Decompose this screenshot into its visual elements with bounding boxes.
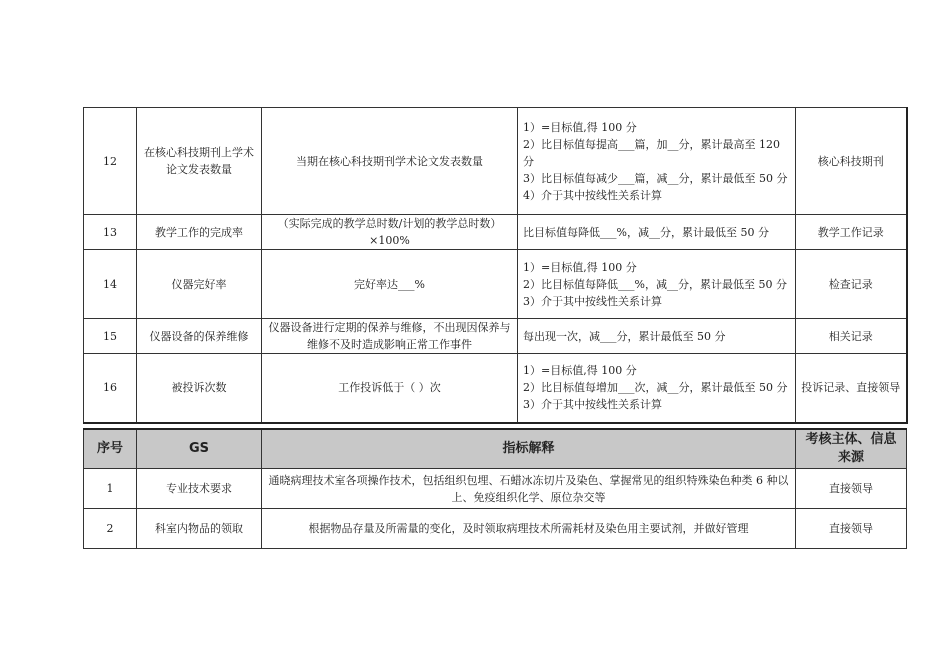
rule-line: 比目标值每降低___%，减__分，累计最低至 50 分	[523, 225, 769, 239]
gs-row	[84, 509, 907, 549]
indicator-row	[84, 215, 907, 250]
row-number: 2	[84, 509, 137, 549]
header-gs: GS	[137, 429, 262, 469]
indicator-definition: 当期在核心科技期刊学术论文发表数量	[262, 108, 518, 215]
rule-line: 4）介于其中按线性关系计算	[523, 188, 662, 202]
gs-table	[83, 428, 907, 549]
scoring-rules	[518, 250, 796, 319]
scoring-rules	[518, 354, 796, 423]
row-number: 12	[84, 108, 137, 215]
row-number: 15	[84, 319, 137, 354]
rule-line: 1）=目标值,得 100 分	[523, 364, 637, 378]
info-source: 直接领导	[796, 469, 907, 509]
header-source: 考核主体、信息来源	[796, 429, 907, 469]
rule-line: 2）比目标值每提高___篇，加__分，累计最高至 120 分	[523, 137, 780, 168]
rule-line: 3）比目标值每减少___篇，减__分，累计最低至 50 分	[523, 171, 788, 185]
rule-line: 1）=目标值,得 100 分	[523, 120, 637, 134]
indicator-name: 在核心科技期刊上学术论文发表数量	[137, 108, 262, 215]
indicator-definition: 完好率达___%	[262, 250, 518, 319]
indicator-name: 仪器完好率	[137, 250, 262, 319]
row-number: 14	[84, 250, 137, 319]
info-source: 教学工作记录	[796, 215, 907, 250]
rule-line: 2）比目标值每增加___次，减__分，累计最低至 50 分	[523, 381, 788, 395]
scoring-rules	[518, 215, 796, 250]
gs-row	[84, 469, 907, 509]
info-source: 直接领导	[796, 509, 907, 549]
header-no: 序号	[84, 429, 137, 469]
rule-line: 2）比目标值每降低___%，减__分，累计最低至 50 分	[523, 277, 787, 291]
gs-explanation: 通晓病理技术室各项操作技术，包括组织包埋、石蜡冰冻切片及染色、掌握常见的组织特殊染色种类 6 种以上、免疫组织化学、原位杂交等	[262, 469, 796, 509]
info-source: 相关记录	[796, 319, 907, 354]
indicator-definition: （实际完成的教学总时数/计划的教学总时数）×100%	[262, 215, 518, 250]
rule-line: 3）介于其中按线性关系计算	[523, 398, 662, 412]
indicator-row	[84, 354, 907, 423]
indicator-table	[83, 107, 908, 424]
indicator-row	[84, 108, 907, 215]
gs-explanation: 根据物品存量及所需量的变化，及时领取病理技术所需耗材及染色用主要试剂，并做好管理	[262, 509, 796, 549]
indicator-definition: 工作投诉低于（ ）次	[262, 354, 518, 423]
info-source: 检查记录	[796, 250, 907, 319]
scoring-rules	[518, 108, 796, 215]
scoring-rules	[518, 319, 796, 354]
row-number: 13	[84, 215, 137, 250]
indicator-definition: 仪器设备进行定期的保养与维修，不出现因保养与维修不及时造成影响正常工作事件	[262, 319, 518, 354]
gs-name: 科室内物品的领取	[137, 509, 262, 549]
row-number: 16	[84, 354, 137, 423]
indicator-name: 被投诉次数	[137, 354, 262, 423]
indicator-name: 教学工作的完成率	[137, 215, 262, 250]
info-source: 投诉记录、直接领导	[796, 354, 907, 423]
rule-line: 1）=目标值,得 100 分	[523, 260, 637, 274]
row-number: 1	[84, 469, 137, 509]
rule-line: 3）介于其中按线性关系计算	[523, 294, 662, 308]
indicator-row	[84, 250, 907, 319]
indicator-row	[84, 319, 907, 354]
indicator-name: 仪器设备的保养维修	[137, 319, 262, 354]
gs-header-row	[84, 429, 907, 469]
gs-name: 专业技术要求	[137, 469, 262, 509]
info-source: 核心科技期刊	[796, 108, 907, 215]
rule-line: 每出现一次，减___分，累计最低至 50 分	[523, 329, 726, 343]
header-explanation: 指标解释	[262, 429, 796, 469]
